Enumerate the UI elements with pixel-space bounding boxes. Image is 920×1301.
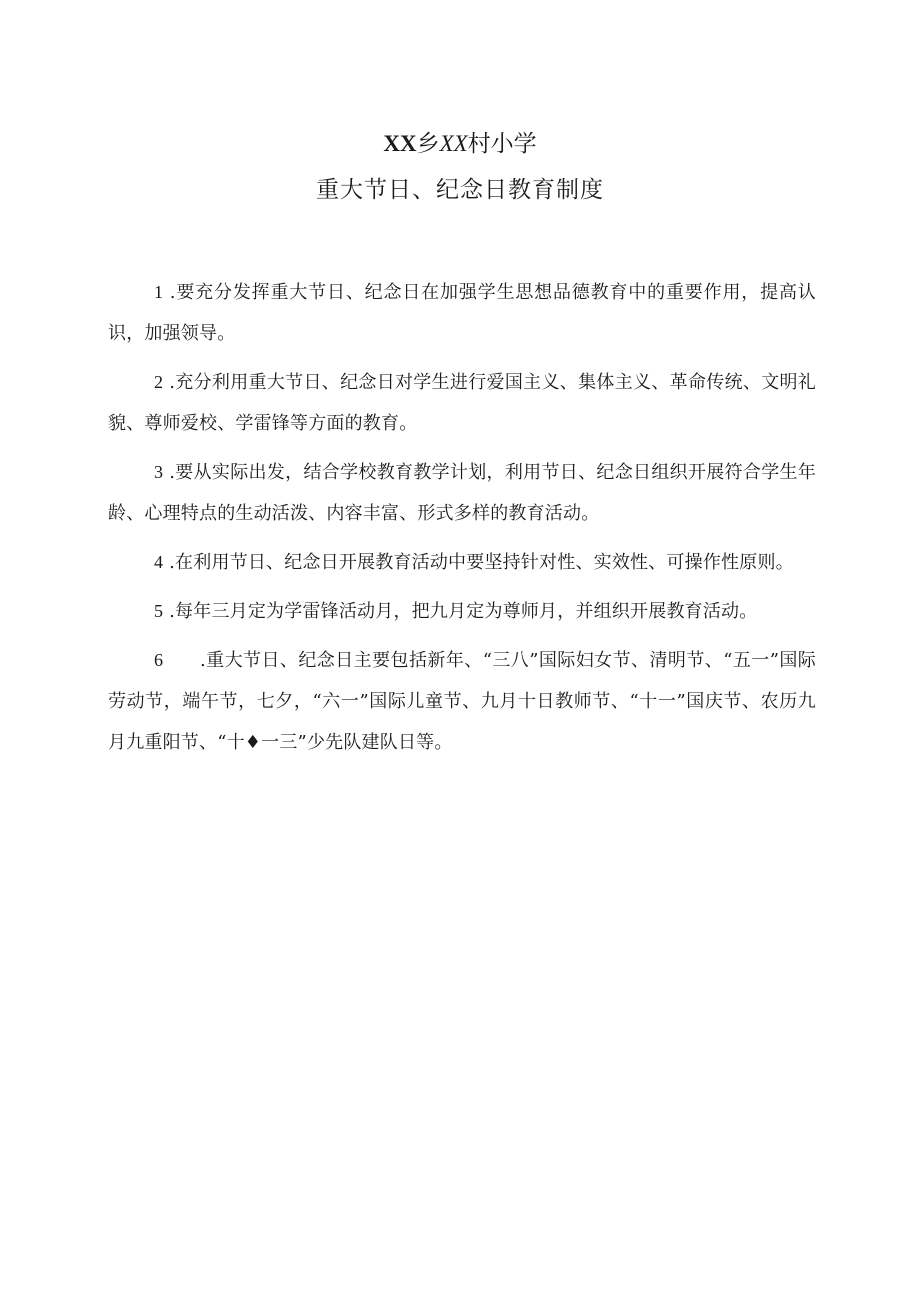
document-title	[0, 126, 920, 208]
regulation-item-4	[108, 542, 816, 583]
item-text: .要从实际出发，结合学校教育教学计划，利用节日、纪念日组织开展符合学生年龄、心理特点的生动活泼、内容丰富、形式多样的教育活动。	[108, 462, 817, 524]
school-name	[0, 126, 920, 162]
item-number: 2	[154, 372, 164, 392]
item-number: 3	[154, 462, 164, 482]
item-number: 1	[154, 282, 164, 302]
regulation-item-5	[108, 591, 816, 632]
item-number: 5	[154, 601, 164, 621]
regulation-item-2	[108, 362, 816, 444]
regulation-item-6	[108, 640, 816, 763]
title-placeholder-xx-bold: XX	[383, 131, 417, 156]
regulation-title: 重大节日、纪念日教育制度	[316, 177, 604, 203]
regulation-item-1	[108, 272, 816, 354]
item-number: 4	[154, 552, 164, 572]
item-text: .每年三月定为学雷锋活动月，把九月定为尊师月，并组织开展教育活动。	[169, 601, 758, 622]
regulation-item-3	[108, 452, 816, 534]
item-text: .要充分发挥重大节日、纪念日在加强学生思想品德教育中的重要作用，提高认识，加强领导。	[108, 282, 817, 344]
title-placeholder-xx-italic: XX	[439, 131, 468, 156]
regulation-body	[108, 272, 816, 771]
item-text: .重大节日、纪念日主要包括新年、“三八”国际妇女节、清明节、“五一”国际劳动节，端午节，七夕，“六一”国际儿童节、九月十日教师节、“十一”国庆节、农历九月九重阳节、“十♦一三”少先队建队日等。	[108, 650, 816, 753]
title-xiang: 乡	[416, 131, 440, 157]
title-cun: 村小学	[467, 131, 537, 157]
item-text: .充分利用重大节日、纪念日对学生进行爱国主义、集体主义、革命传统、文明礼貌、尊师爱校、学雷锋等方面的教育。	[108, 372, 817, 434]
item-number: 6	[154, 650, 164, 670]
item-text: .在利用节日、纪念日开展教育活动中要坚持针对性、实效性、可操作性原则。	[169, 552, 794, 573]
